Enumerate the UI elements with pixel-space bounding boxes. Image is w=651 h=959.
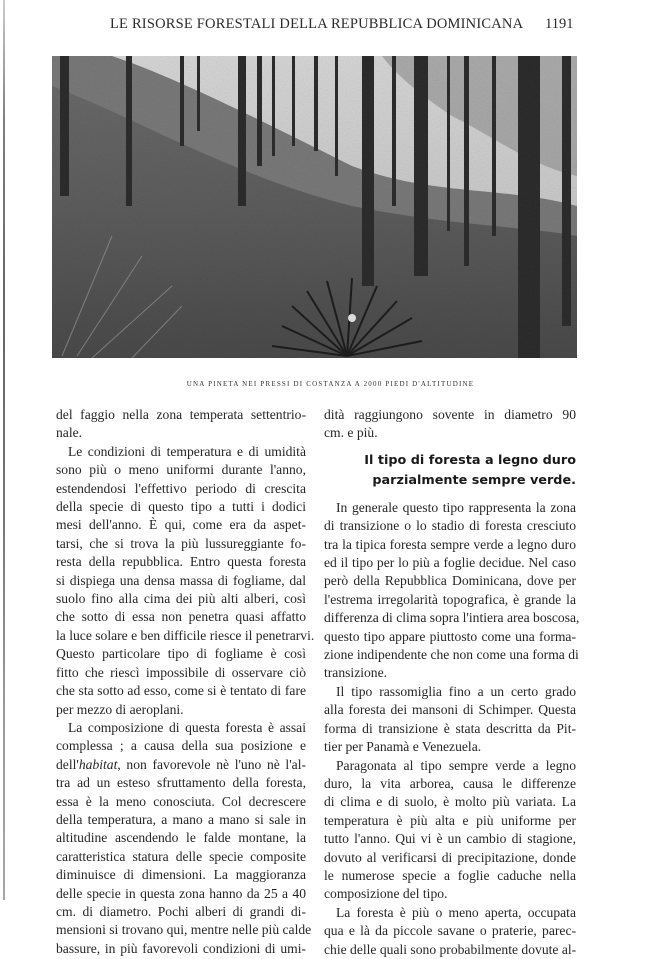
text-line: suolo fino alla cima dei più alti alberi, così <box>56 591 306 607</box>
text-line: tutto l'anno. Qui vi è un cambio di stagione, <box>324 831 576 847</box>
text-line: delle specie in questa zona hanno da 25 a 40 <box>56 885 306 901</box>
paragraph-start: Le condizioni di temperatura e di umidità <box>68 443 306 459</box>
text-line: bassure, in più favorevoli condizioni di umi- <box>56 940 306 956</box>
flower-highlight <box>348 314 356 322</box>
text-line: tarsi, che si trova la più lussureggiante fo- <box>56 535 306 551</box>
section-heading <box>324 451 576 491</box>
text-line: essa è la meno conosciuta. Col decrescere <box>56 793 306 809</box>
text-line: della temperatura, a mano a mano si sale in <box>56 811 306 827</box>
text-line: zione indipendente che non come una forma di <box>324 647 579 663</box>
text-line: di clima e di suolo, è molto più variata. La <box>324 794 576 810</box>
page-number: 1191 <box>545 16 574 32</box>
text-line: mesi dell'anno. È qui, come era da aspet- <box>56 517 306 533</box>
text-line: che sotto di essa non penetra quasi affatto <box>56 609 306 625</box>
text-line: dovuto al verificarsi di precipitazione, donde <box>324 849 576 865</box>
text-line: qua e là da piccole savane o praterie, parec- <box>324 923 576 939</box>
text-line: ed il tipo per lo più a foglie decidue. Nel caso <box>324 555 576 571</box>
text-line: differenza di clima sopra l'intiera area boscosa, <box>324 610 580 626</box>
paragraph-start: La foresta è più o meno aperta, occupata <box>336 904 576 920</box>
italic-habitat: habitat <box>78 756 118 772</box>
pine-forest-image <box>52 56 577 358</box>
photo-scene <box>52 56 577 358</box>
text-line: l'estrema irregolarità topografica, è grande la <box>324 591 576 607</box>
right-column <box>324 406 580 959</box>
text-line: cm. e più. <box>324 425 378 441</box>
text-line: sono più o meno uniformi durante l'anno, <box>56 462 306 478</box>
paragraph-start: In generale questo tipo rappresenta la zona <box>336 499 576 515</box>
text-line: del faggio nella zona temperata settentrio- <box>56 407 306 422</box>
text-line: le numerose specie a foglie caduche nella <box>324 867 576 883</box>
text-line: diminuisce di dimensioni. La maggioranza <box>56 867 306 883</box>
text-line: caratteristica statura delle specie composite <box>56 848 306 864</box>
text-line: della specie di questo tipo a tutti i dodici <box>56 499 306 515</box>
figure-caption: UNA PINETA NEI PRESSI DI COSTANZA A 2000 PIEDI D'ALTITUDINE <box>186 380 475 388</box>
text-line: Questo particolare tipo di fogliame è così <box>56 646 306 662</box>
text-line: nale. <box>56 425 83 441</box>
text-line: estendendosi l'effettivo periodo di crescita <box>56 480 306 496</box>
text-line: tra la tipica foresta sempre verde a legno duro <box>324 536 576 552</box>
section-heading-line-1: Il tipo di foresta a legno duro <box>364 452 576 468</box>
text-line: complessa ; a causa della sua posizione e <box>56 738 306 754</box>
text-line: altitudine ascendendo le falde montane, la <box>56 830 306 846</box>
paragraph-start: Il tipo rassomiglia fino a un certo grado <box>336 683 576 699</box>
text-line: transizione. <box>324 665 388 681</box>
forest-photograph <box>52 56 577 358</box>
text-line: si dispiega una densa massa di fogliame, dal <box>56 572 306 588</box>
text-line: temperatura è più alta e più uniforme per <box>324 812 576 828</box>
text-line: cm. di diametro. Pochi alberi di grandi di- <box>56 903 306 919</box>
text-line: duro, la vita arborea, causa le differenze <box>324 775 576 791</box>
text-line: tra ad un esteso sfruttamento della foresta, <box>56 775 306 791</box>
text-line: dità raggiungono sovente in diametro 90 <box>324 407 576 422</box>
text-line: di transizione o lo stadio di foresta cresciuto <box>324 518 576 534</box>
paragraph-start: Paragonata al tipo sempre verde a legno <box>336 757 576 773</box>
left-column <box>56 406 315 958</box>
text-line: per mezzo di aeroplani. <box>56 701 184 717</box>
text-line-habitat: dell'habitat, non favorevole nè l'uno nè l'al- <box>56 756 306 772</box>
running-title: LE RISORSE FORESTALI DELLA REPUBBLICA DOMINICANA <box>110 16 524 32</box>
text-line: mensioni si trovano qui, mentre nelle più calde <box>56 922 312 938</box>
text-line: fitto che riescì impossibile di osservare ciò <box>56 664 306 680</box>
text-line: tier per Panamà e Venezuela. <box>324 739 482 755</box>
text-line: che sta sotto ad esso, come si è tentato di fare <box>56 683 306 699</box>
section-heading-line-2: parzialmente sempre verde. <box>372 472 576 488</box>
text-line: forma di transizione è stata descritta da Pit- <box>324 720 576 736</box>
text-line: composizione del tipo. <box>324 886 448 902</box>
text-line: però della Repubblica Dominicana, dove per <box>324 573 576 589</box>
text-line: la luce solare e ben difficile riesce il penetrarvi. <box>56 627 315 643</box>
paragraph-start: La composizione di questa foresta è assai <box>68 719 306 735</box>
text-line: chie delle quali sono probabilmente dovute al- <box>324 941 577 957</box>
text-line: alla foresta dei mansoni di Schimper. Questa <box>324 702 576 718</box>
text-line: questo tipo appare piuttosto come una forma- <box>324 628 576 644</box>
scan-edge <box>3 0 5 900</box>
text-line: resta della repubblica. Entro questa foresta <box>56 554 306 570</box>
